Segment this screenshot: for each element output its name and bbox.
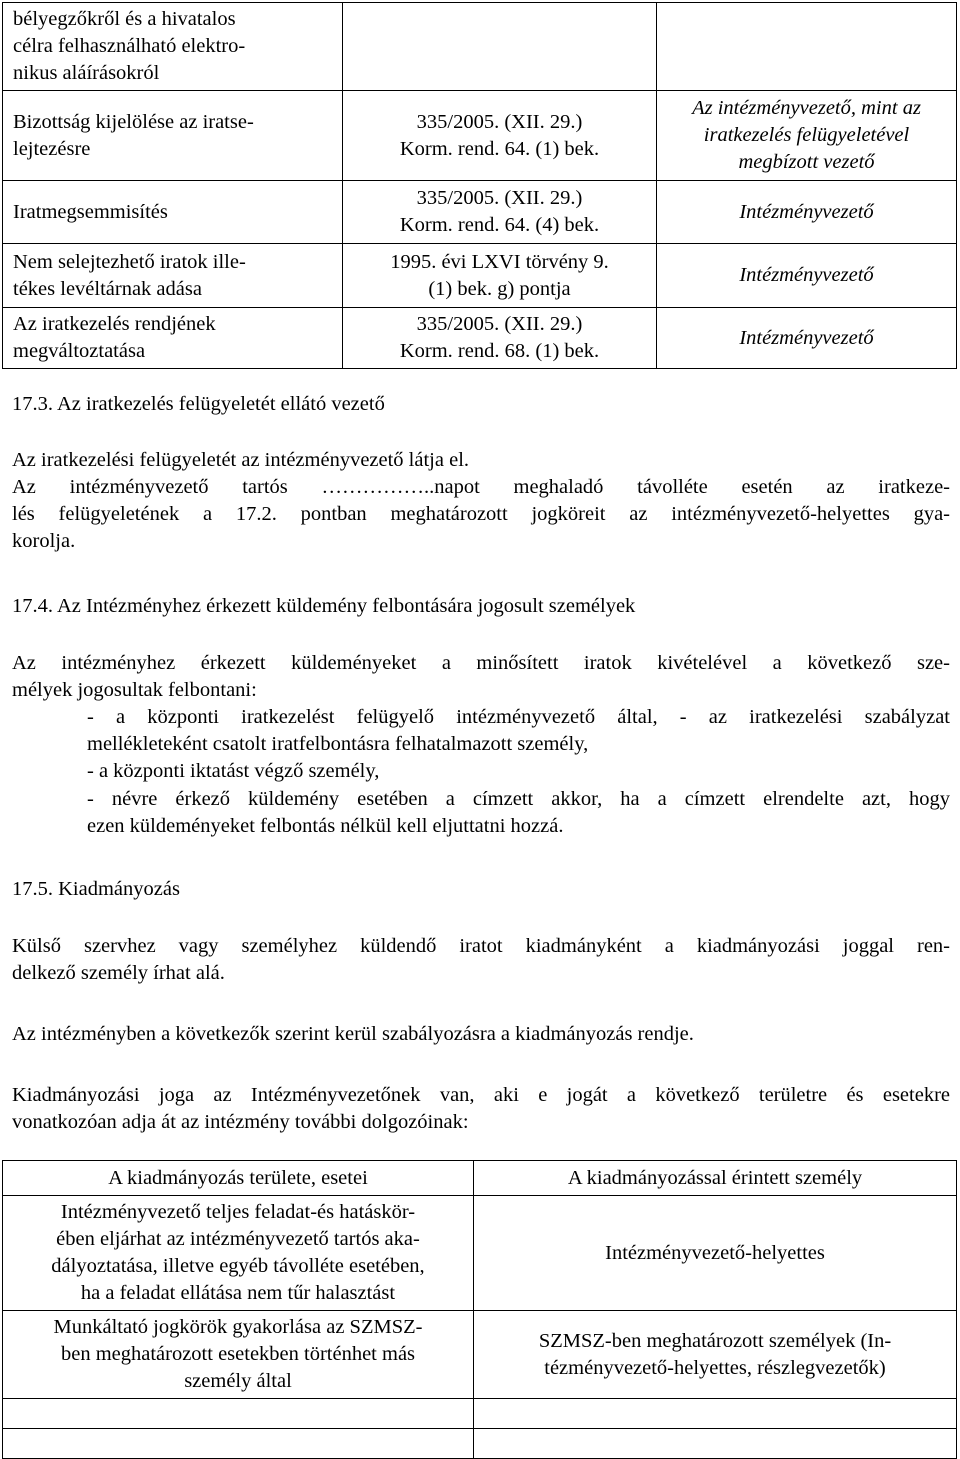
list-item: ezen küldeményeket felbontás nélkül kell eljuttatni hozzá. xyxy=(87,815,564,837)
table-cell: Nem selejtezhető iratok ille- tékes levéltárnak adása xyxy=(3,244,343,308)
table-cell: 335/2005. (XII. 29.) Korm. rend. 68. (1) bek. xyxy=(343,308,657,369)
table-header-cell: A kiadmányozással érintett személy xyxy=(474,1161,957,1196)
table-cell xyxy=(474,1429,957,1459)
list-item: - névre érkező küldemény esetében a címzett akkor, ha a címzett elrendelte azt, hogy xyxy=(87,788,950,810)
paragraph-line: Az intézményhez érkezett küldeményeket a minősített iratok kivételével a következő sze- xyxy=(12,652,950,674)
table-row xyxy=(3,308,957,369)
table-cell: SZMSZ-ben meghatározott személyek (In- tézményvezető-helyettes, részlegvezetők) xyxy=(474,1311,957,1399)
table-cell: Bizottság kijelölése az iratse- lejtezésre xyxy=(3,91,343,181)
table-cell: Intézményvezető teljes feladat-és hatáskör- ében eljárhat az intézményvezető tartós aka- dályoztatása, illetve egyéb távolléte esetében, ha a feladat ellátása nem tűr halasztást xyxy=(3,1196,474,1311)
list-item: - a központi iratkezelést felügyelő intézményvezető által, - az iratkezelési szabályzat xyxy=(87,706,950,728)
section-heading: 17.3. Az iratkezelés felügyeletét ellátó vezető xyxy=(12,393,385,415)
paragraph-line: Kiadmányozási joga az Intézményvezetőnek van, aki e jogát a következő területre és esetekre xyxy=(12,1084,950,1106)
table-cell: Intézményvezető xyxy=(657,244,957,308)
table-cell xyxy=(3,1429,474,1459)
paragraph-line: mélyek jogosultak felbontani: xyxy=(12,679,257,701)
table-row xyxy=(3,1429,957,1459)
paragraph-line: Az intézményvezető tartós ……………..napot meghaladó távolléte esetén az iratkeze- xyxy=(12,476,950,498)
table-cell: Intézményvezető xyxy=(657,181,957,244)
section-heading: 17.4. Az Intézményhez érkezett küldemény felbontására jogosult személyek xyxy=(12,595,636,617)
table-header-row xyxy=(3,1161,957,1196)
paragraph: Az iratkezelési felügyeletét az intézményvezető látja el. xyxy=(12,449,470,471)
table-cell: bélyegzőkről és a hivatalos célra felhasználható elektro- nikus aláírásokról xyxy=(3,3,343,91)
list-item: mellékleteként csatolt iratfelbontásra felhatalmazott személy, xyxy=(87,733,589,755)
table-row xyxy=(3,181,957,244)
table-cell: Az intézményvezető, mint az iratkezelés felügyeletével megbízott vezető xyxy=(657,91,957,181)
table-row xyxy=(3,91,957,181)
paragraph-line: vonatkozóan adja át az intézmény további dolgozóinak: xyxy=(12,1111,469,1133)
paragraph-line: korolja. xyxy=(12,530,76,552)
table-cell xyxy=(3,1399,474,1429)
table-cell: Munkáltató jogkörök gyakorlása az SZMSZ- ben meghatározott esetekben történhet más személy által xyxy=(3,1311,474,1399)
table-row xyxy=(3,3,957,91)
table-cell xyxy=(657,3,957,91)
table-cell: Iratmegsemmisítés xyxy=(3,181,343,244)
table-cell: Intézményvezető-helyettes xyxy=(474,1196,957,1311)
table-cell: 1995. évi LXVI törvény 9. (1) bek. g) pontja xyxy=(343,244,657,308)
table-row xyxy=(3,1399,957,1429)
paragraph-line: delkező személy írhat alá. xyxy=(12,962,225,984)
table-cell: 335/2005. (XII. 29.) Korm. rend. 64. (4) bek. xyxy=(343,181,657,244)
paragraph-line: lés felügyeletének a 17.2. pontban meghatározott jogköreit az intézményvezető-helyettes gya- xyxy=(12,503,950,525)
table-cell: Az iratkezelés rendjének megváltoztatása xyxy=(3,308,343,369)
table-cell: Intézményvezető xyxy=(657,308,957,369)
section-heading: 17.5. Kiadmányozás xyxy=(12,878,180,900)
paragraph-line: Külső szervhez vagy személyhez küldendő iratot kiadmányként a kiadmányozási joggal ren- xyxy=(12,935,950,957)
table-row xyxy=(3,1311,957,1399)
kiadmanyozas-table xyxy=(2,1160,957,1459)
table-row xyxy=(3,244,957,308)
iratkezeles-table xyxy=(2,2,957,369)
table-cell: 335/2005. (XII. 29.) Korm. rend. 64. (1) bek. xyxy=(343,91,657,181)
table-cell xyxy=(474,1399,957,1429)
table-cell xyxy=(343,3,657,91)
paragraph: Az intézményben a következők szerint kerül szabályozásra a kiadmányozás rendje. xyxy=(12,1023,694,1045)
table-row xyxy=(3,1196,957,1311)
list-item: - a központi iktatást végző személy, xyxy=(87,760,380,782)
table-header-cell: A kiadmányozás területe, esetei xyxy=(3,1161,474,1196)
